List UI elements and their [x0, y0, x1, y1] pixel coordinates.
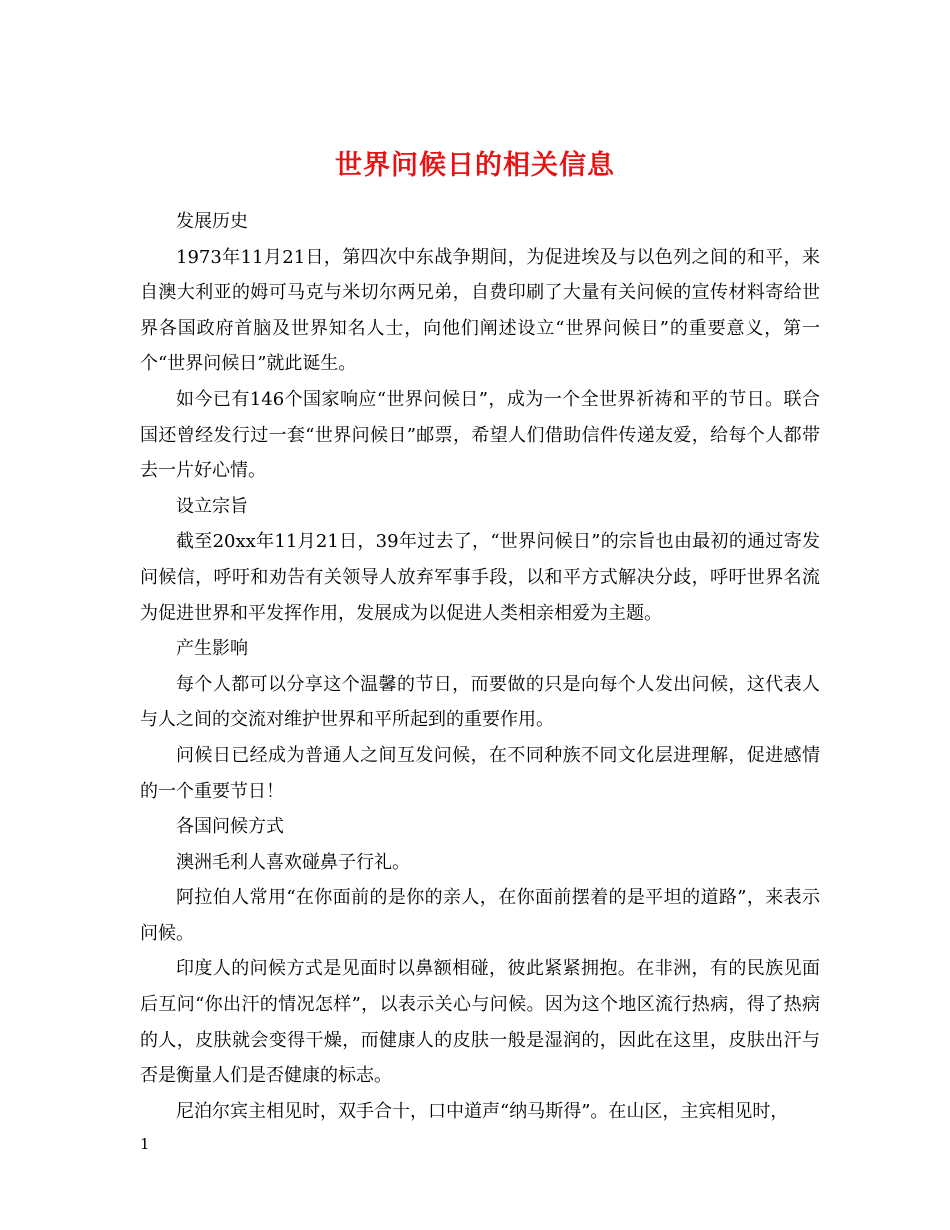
- paragraph: 截至20xx年11月21日，39年过去了，“世界问候日”的宗旨也由最初的通过寄发问候信，呼吁和劝告有关领导人放弃军事手段，以和平方式解决分歧，呼吁世界名流为促进世界和平发挥作用，发展成为以促进人类相亲相爱为主题。: [140, 531, 820, 624]
- section-heading-greeting-customs: 各国问候方式: [176, 816, 284, 838]
- paragraph: 澳洲毛利人喜欢碰鼻子行礼。: [176, 851, 410, 873]
- section-heading-impact: 产生影响: [176, 638, 248, 660]
- document-title: 世界问候日的相关信息: [335, 150, 615, 182]
- paragraph: 印度人的问候方式是见面时以鼻额相碰，彼此紧紧拥抱。在非洲，有的民族见面后互问“你出汗的情况怎样”，以表示关心与问候。因为这个地区流行热病，得了热病的人，皮肤就会变得干燥，而健康人的皮肤一般是湿润的，因此在这里，皮肤出汗与否是衡量人们是否健康的标志。: [140, 958, 820, 1087]
- page-number: 1: [140, 1135, 150, 1153]
- section-heading-history: 发展历史: [176, 211, 248, 232]
- paragraph: 尼泊尔宾主相见时，双手合十，口中道声“纳马斯得”。在山区，主宾相见时，: [176, 1100, 789, 1122]
- paragraph: 1973年11月21日，第四次中东战争期间，为促进埃及与以色列之间的和平，来自澳大利亚的姆可马克与米切尔两兄弟，自费印刷了大量有关问候的宣传材料寄给世界各国政府首脑及世界知名人士，向他们阐述设立“世界问候日”的重要意义，第一个“世界问候日”就此诞生。: [140, 246, 820, 375]
- paragraph: 阿拉伯人常用“在你面前的是你的亲人，在你面前摆着的是平坦的道路”，来表示问候。: [140, 887, 820, 944]
- paragraph: 如今已有146个国家响应“世界问候日”，成为一个全世界祈祷和平的节日。联合国还曾经发行过一套“世界问候日”邮票，希望人们借助信件传递友爱，给每个人都带去一片好心情。: [140, 388, 820, 482]
- paragraph: 问候日已经成为普通人之间互发问候，在不同种族不同文化层进理解，促进感情的一个重要节日！: [140, 744, 820, 802]
- section-heading-purpose: 设立宗旨: [176, 495, 248, 517]
- document-body: [140, 204, 820, 1129]
- paragraph: 每个人都可以分享这个温馨的节日，而要做的只是向每个人发出问候，这代表人与人之间的交流对维护世界和平所起到的重要作用。: [140, 673, 820, 731]
